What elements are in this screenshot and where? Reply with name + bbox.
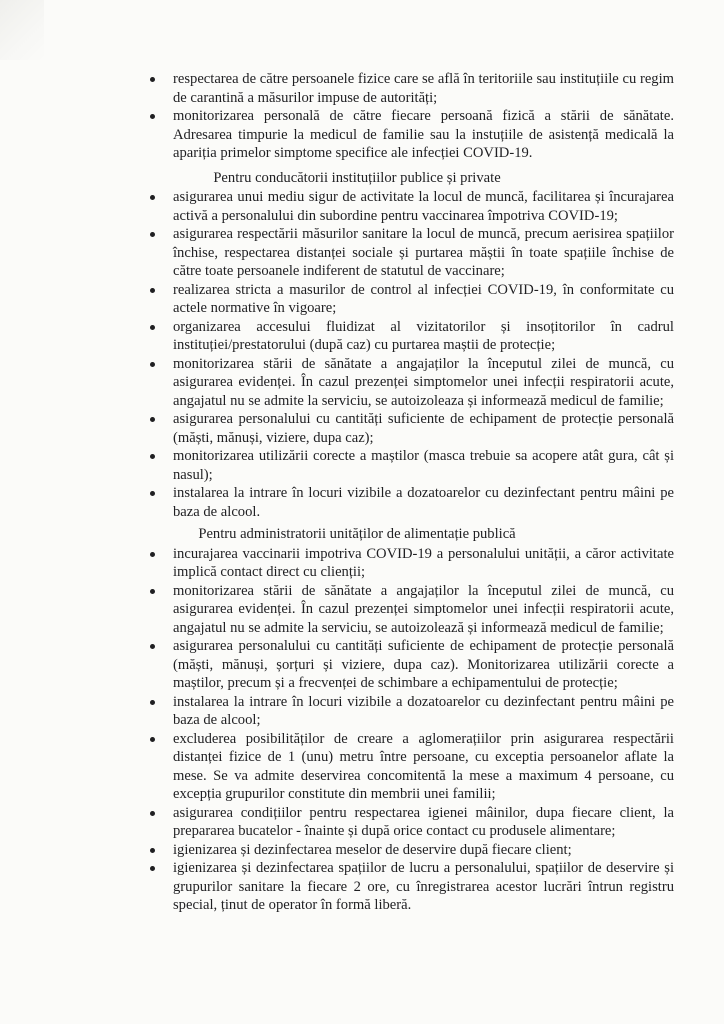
list-item: asigurarea personalului cu cantități suficiente de echipament de protecție personală (măști, mănuși, viziere, dupa caz); xyxy=(0,410,724,447)
list-item: instalarea la intrare în locuri vizibile a dozatoarelor cu dezinfectant pentru mâini pe baza de alcool. xyxy=(0,484,724,521)
list-item: respectarea de către persoanele fizice care se află în teritoriile sau instituțiile cu regim de carantină a măsurilor impuse de autorități; xyxy=(0,70,724,107)
section-heading-managers: Pentru conducătorii instituțiilor publice și private xyxy=(213,169,501,186)
public-measures-list xyxy=(0,70,724,163)
list-item: asigurarea condițiilor pentru respectarea igienei mâinilor, dupa fiecare client, la prepararea bucatelor - înainte și după orice contact cu produsele alimentare; xyxy=(0,804,724,841)
list-item: igienizarea și dezinfectarea meselor de deservire după fiecare client; xyxy=(0,841,724,860)
list-item: incurajarea vaccinarii impotriva COVID-19 a personalului unității, a căror activitate implică contact direct cu clienții; xyxy=(0,545,724,582)
managers-measures-list xyxy=(0,188,724,521)
list-item: asigurarea respectării măsurilor sanitare la locul de muncă, precum aerisirea spațiilor închise, respectarea distanței sociale și purtarea măștii în toate spațiile închise de către toate persoanele indiferent de statutul de vaccinare; xyxy=(0,225,724,281)
page-corner-fold xyxy=(0,0,44,60)
food-service-measures-list xyxy=(0,545,724,915)
list-item: organizarea accesului fluidizat al vizitatorilor și insoțitorilor în cadrul instituției/prestatorului (după caz) cu purtarea maștii de protecție; xyxy=(0,318,724,355)
list-item: monitorizarea stării de sănătate a angajaților la începutul zilei de muncă, cu asigurarea evidenței. În cazul prezenței simptomelor unei infecții respiratorii acute, angajatul nu se admite la serviciu, se autoizolează și informează medicul de familie; xyxy=(0,582,724,638)
list-item: monitorizarea personală de către fiecare persoană fizică a stării de sănătate. Adresarea timpurie la medicul de familie sau la instuțiile de asistență medicală la apariția primelor simptome specifice ale infecției COVID-19. xyxy=(0,107,724,163)
list-item: asigurarea unui mediu sigur de activitate la locul de muncă, facilitarea și încurajarea activă a personalului din subordine pentru vaccinarea împotriva COVID-19; xyxy=(0,188,724,225)
section-heading-food-service: Pentru administratorii unităților de alimentație publică xyxy=(198,526,516,542)
list-item: monitorizarea stării de sănătate a angajaților la începutul zilei de muncă, cu asigurarea evidenței. În cazul prezenței simptomelor unei infecții respiratorii acute, angajatul nu se admite la serviciu, se autoizoleaza și informează medicul de familie; xyxy=(0,355,724,411)
list-item: asigurarea personalului cu cantități suficiente de echipament de protecție personală (măști, mănuși, șorțuri și viziere, dupa caz). Monitorizarea utilizării corecte a maștilor, precum și a frecvenței de schimbare a echipamentului de protecție; xyxy=(0,637,724,693)
list-item: monitorizarea utilizării corecte a maștilor (masca trebuie sa acopere atât gura, cât și nasul); xyxy=(0,447,724,484)
list-item: realizarea stricta a masurilor de control al infecției COVID-19, în conformitate cu actele normative în vigoare; xyxy=(0,281,724,318)
document-page xyxy=(0,70,724,915)
list-item: igienizarea și dezinfectarea spațiilor de lucru a personalului, spațiilor de deservire și grupurilor sanitare la fiecare 2 ore, cu înregistrarea acestor lucrări întrun registru special, ținut de operator în formă liberă. xyxy=(0,859,724,915)
list-item: excluderea posibilităților de creare a aglomerațiilor prin asigurarea respectării distanței fizice de 1 (unu) metru între persoane, cu exceptia persoanelor aflate la mese. Se va admite deservirea concomitentă la mese a maximum 4 persoane, cu excepția grupurilor constitute din membrii unei familii; xyxy=(0,730,724,804)
list-item: instalarea la intrare în locuri vizibile a dozatoarelor cu dezinfectant pentru mâini pe baza de alcool; xyxy=(0,693,724,730)
